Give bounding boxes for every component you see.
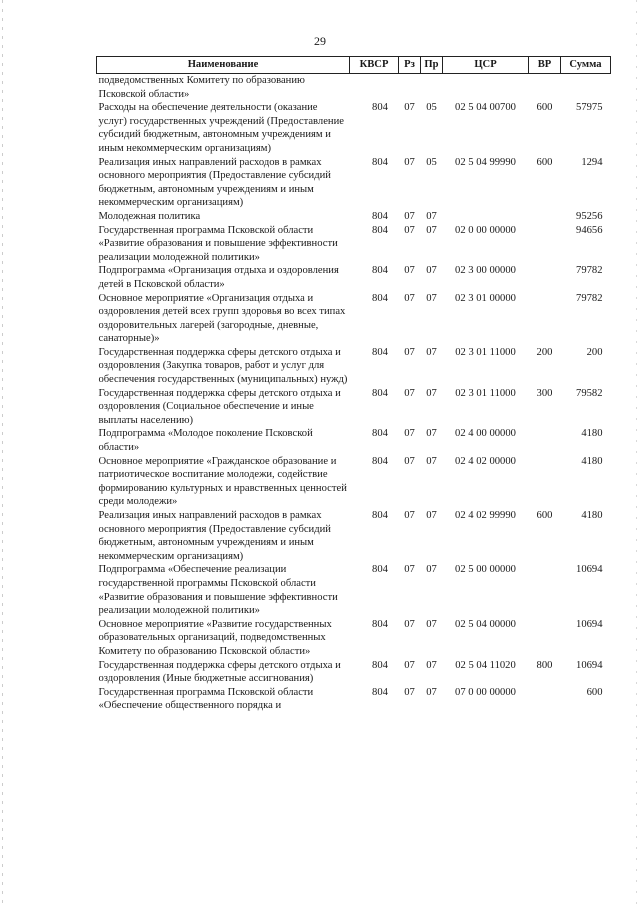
row-vr — [529, 210, 561, 224]
table-row — [97, 618, 611, 659]
row-sum: 94656 — [576, 224, 603, 236]
row-kvsr: 804 — [372, 686, 388, 698]
row-kvsr: 804 — [372, 510, 388, 521]
row-csr — [443, 210, 529, 224]
row-csr: 02 3 01 11000 — [455, 387, 516, 399]
row-kvsr: 804 — [372, 428, 388, 440]
scan-edge-left — [2, 0, 3, 905]
table-body — [97, 74, 611, 713]
scan-edge-right — [636, 0, 637, 905]
row-pr: 07 — [426, 455, 437, 467]
table-row — [97, 156, 611, 210]
row-pr: 07 — [426, 428, 437, 440]
header-sum: Сумма — [561, 57, 611, 74]
row-sum: 1294 — [581, 156, 603, 168]
row-rz: 07 — [404, 455, 415, 467]
row-vr — [529, 427, 561, 454]
row-kvsr: 804 — [372, 618, 388, 630]
table-row — [97, 224, 611, 265]
row-vr — [529, 292, 561, 346]
row-sum — [561, 74, 611, 102]
row-pr: 07 — [426, 210, 437, 222]
row-csr: 02 5 04 00700 — [455, 102, 516, 114]
row-pr: 07 — [426, 618, 437, 630]
row-csr: 02 5 04 00000 — [455, 618, 516, 630]
row-pr: 07 — [426, 686, 437, 698]
row-name: Подпрограмма «Молодое поколение Псковской области» — [98, 428, 313, 454]
row-vr — [529, 563, 561, 617]
table-row — [97, 101, 611, 155]
row-pr — [421, 74, 443, 102]
row-sum: 57975 — [576, 102, 603, 114]
row-csr: 02 4 00 00000 — [455, 428, 516, 440]
row-kvsr: 804 — [372, 564, 388, 576]
table-row — [97, 387, 611, 428]
row-csr — [443, 74, 529, 102]
row-pr: 07 — [426, 346, 437, 358]
row-vr — [529, 455, 561, 509]
row-sum: 95256 — [576, 210, 603, 222]
row-rz: 07 — [404, 564, 415, 576]
row-name: Молодежная политика — [98, 210, 201, 222]
row-csr: 02 4 02 99990 — [455, 510, 516, 521]
row-csr: 02 3 01 00000 — [455, 292, 516, 304]
row-sum: 600 — [586, 686, 603, 698]
row-csr: 02 5 04 11020 — [455, 659, 516, 671]
row-pr: 07 — [426, 659, 437, 671]
row-rz: 07 — [404, 659, 415, 671]
row-sum: 10694 — [576, 618, 603, 630]
row-vr — [529, 224, 561, 265]
row-name: подведомственных Комитету по образованию Псковской области» — [98, 75, 305, 100]
header-name: Наименование — [97, 57, 350, 74]
budget-table-container — [96, 56, 610, 713]
row-sum: 10694 — [576, 564, 603, 576]
row-name: Расходы на обеспечение деятельности (оказание услуг) государственных учреждений (Предоставление субсидий бюджетным, автономным учреждениям и иным некоммерческим организациям) — [98, 102, 344, 154]
row-rz: 07 — [404, 224, 415, 236]
header-csr: ЦСР — [443, 57, 529, 74]
row-rz: 07 — [404, 510, 415, 521]
row-vr — [529, 618, 561, 659]
table-row — [97, 427, 611, 454]
row-rz: 07 — [404, 102, 415, 114]
table-row — [97, 455, 611, 509]
row-rz: 07 — [404, 618, 415, 630]
table-row — [97, 292, 611, 346]
row-name: Основное мероприятие «Гражданское образование и патриотическое воспитание молодежи, содействие формированию культурных и нравственных ценностей среди молодежи» — [98, 455, 347, 508]
row-name: Государственная программа Псковской области «Обеспечение общественного порядка и — [98, 686, 314, 712]
table-row — [97, 210, 611, 224]
row-csr: 02 5 04 99990 — [455, 156, 516, 168]
row-rz: 07 — [404, 265, 415, 277]
row-vr: 600 — [536, 156, 553, 168]
row-name: Подпрограмма «Организация отдыха и оздоровления детей в Псковской области» — [98, 265, 339, 290]
table-header — [97, 57, 611, 74]
header-rz: Рз — [399, 57, 421, 74]
row-name: Основное мероприятие «Развитие государственных образовательных организаций, подведомственных Комитету по образованию Псковской области» — [98, 618, 332, 657]
budget-table — [96, 56, 611, 713]
row-name: Государственная поддержка сферы детского отдыха и оздоровления (Иные бюджетные ассигнования) — [98, 659, 341, 685]
row-vr — [529, 264, 561, 291]
row-kvsr: 804 — [372, 387, 388, 399]
row-pr: 07 — [426, 224, 437, 236]
row-name: Подпрограмма «Обеспечение реализации государственной программы Псковской области «Развитие образования и повышение эффективности реализации молодежной политики» — [98, 564, 338, 617]
row-sum: 79582 — [576, 387, 603, 399]
row-sum: 10694 — [576, 659, 603, 671]
row-kvsr: 804 — [372, 346, 388, 358]
row-rz: 07 — [404, 156, 415, 168]
row-pr: 07 — [426, 564, 437, 576]
row-name: Реализация иных направлений расходов в рамках основного мероприятия (Предоставление субсидий бюджетным, автономным учреждениям и иным некоммерческим организациям) — [98, 510, 331, 562]
header-vr: ВР — [529, 57, 561, 74]
row-sum: 79782 — [576, 292, 603, 304]
row-sum: 4180 — [581, 428, 603, 440]
row-vr: 200 — [536, 346, 553, 358]
row-kvsr: 804 — [372, 102, 388, 114]
row-kvsr: 804 — [372, 156, 388, 168]
row-vr: 600 — [536, 102, 553, 114]
table-row — [97, 686, 611, 713]
row-name: Реализация иных направлений расходов в рамках основного мероприятия (Предоставление субсидий бюджетным, автономным учреждениям и иным некоммерческим организациям) — [98, 156, 331, 209]
row-kvsr: 804 — [372, 659, 388, 671]
row-pr: 07 — [426, 387, 437, 399]
row-sum: 4180 — [581, 510, 603, 521]
row-rz: 07 — [404, 387, 415, 399]
row-vr: 600 — [536, 510, 553, 521]
row-csr: 02 3 00 00000 — [455, 265, 516, 277]
header-pr: Пр — [421, 57, 443, 74]
row-rz: 07 — [404, 292, 415, 304]
row-csr: 07 0 00 00000 — [455, 686, 516, 698]
row-csr: 02 0 00 00000 — [455, 224, 516, 236]
row-vr — [529, 686, 561, 713]
header-kvsr: КВСР — [350, 57, 399, 74]
row-kvsr: 804 — [372, 224, 388, 236]
row-sum: 79782 — [576, 265, 603, 277]
row-vr — [529, 74, 561, 102]
row-pr: 07 — [426, 265, 437, 277]
row-sum: 200 — [586, 346, 603, 358]
row-kvsr: 804 — [372, 265, 388, 277]
row-vr: 300 — [536, 387, 553, 399]
row-rz: 07 — [404, 346, 415, 358]
row-kvsr: 804 — [372, 455, 388, 467]
row-csr: 02 5 00 00000 — [455, 564, 516, 576]
row-kvsr: 804 — [372, 210, 388, 222]
row-kvsr: 804 — [372, 292, 388, 304]
table-row — [97, 659, 611, 686]
row-rz: 07 — [404, 686, 415, 698]
row-csr: 02 4 02 00000 — [455, 455, 516, 467]
row-pr: 07 — [426, 510, 437, 521]
row-pr: 05 — [426, 102, 437, 114]
row-pr: 07 — [426, 292, 437, 304]
row-kvsr — [350, 74, 399, 102]
row-name: Государственная поддержка сферы детского отдыха и оздоровления (Социальное обеспечение и иные выплаты населению) — [98, 387, 341, 426]
row-csr: 02 3 01 11000 — [455, 346, 516, 358]
row-name: Государственная программа Псковской области «Развитие образования и повышение эффективности реализации молодежной политики» — [98, 224, 338, 263]
row-sum: 4180 — [581, 455, 603, 467]
row-name: Основное мероприятие «Организация отдыха и оздоровления детей всех групп здоровья во всех типах оздоровительных лагерей (загородные, дневные, санаторные)» — [98, 292, 346, 345]
table-row — [97, 509, 611, 563]
row-rz: 07 — [404, 428, 415, 440]
row-name: Государственная поддержка сферы детского отдыха и оздоровления (Закупка товаров, работ и услуг для обеспечения государственных (муниципальных) нужд) — [98, 346, 348, 386]
row-rz — [399, 74, 421, 102]
row-pr: 05 — [426, 156, 437, 168]
table-row — [97, 563, 611, 617]
table-row — [97, 264, 611, 291]
row-rz: 07 — [404, 210, 415, 222]
page-number: 29 — [314, 34, 326, 48]
table-row — [97, 74, 611, 102]
row-vr: 800 — [536, 659, 553, 671]
table-row — [97, 346, 611, 387]
